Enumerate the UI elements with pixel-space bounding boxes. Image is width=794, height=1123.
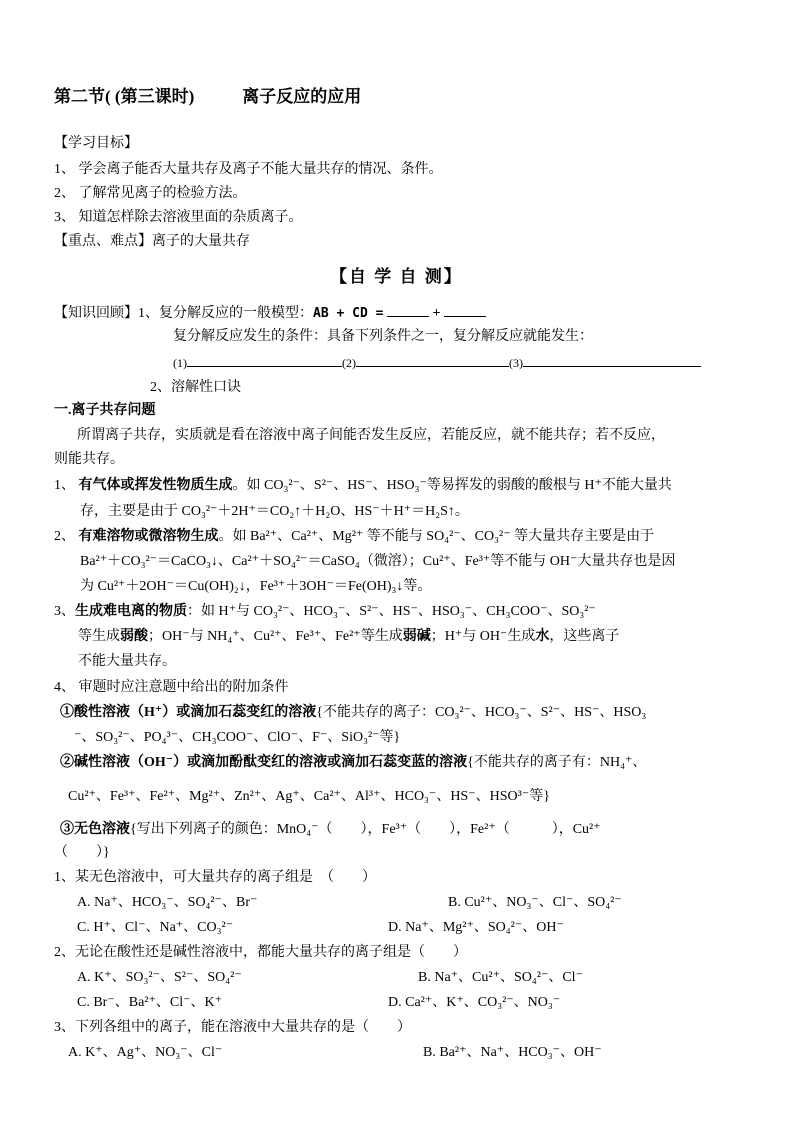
question-stem: 1、某无色溶液中，可大量共存的离子组是 （ ）: [54, 870, 376, 885]
blank-label: (1): [173, 356, 187, 370]
condition-basic-line2: Cu²⁺、Fe³⁺、Fe²⁺、Mg²⁺、Zn²⁺、Ag⁺、Ca²⁺、Al³⁺、HCO₃⁻、HS⁻、HSO³⁻等}: [68, 789, 550, 804]
plus-sign: +: [432, 306, 441, 321]
question-stem: 3、下列各组中的离子，能在溶液中大量共存的是（ ）: [54, 1020, 411, 1035]
review-conditions: 复分解反应发生的条件：具备下列条件之一，复分解反应就能发生：: [173, 329, 593, 344]
intro-text: 所谓离子共存，实质就是看在溶液中离子间能否发生反应，若能反应，就不能共存；若不反应，: [77, 428, 665, 443]
blank-label: (3): [509, 356, 523, 370]
bold-text: 弱酸: [120, 629, 148, 644]
point-2-line2: Ba²⁺＋CO₃²⁻＝CaCO₃↓、Ca²⁺＋SO₄²⁻＝CaSO₄（微溶）；Cu²⁺、Fe³⁺等不能与 OH⁻大量共存也是因: [80, 554, 676, 569]
condition-acidic-line2: ⁻、SO₃²⁻、PO₄³⁻、CH₃COO⁻、ClO⁻、F⁻、SiO₃²⁻等}: [74, 730, 401, 745]
bold-text: 有气体或挥发性物质生成: [78, 478, 233, 493]
text: ，这些离子: [549, 629, 620, 644]
option-a: A. K⁺、SO₃²⁻、S²⁻、SO₄²⁻: [77, 970, 242, 985]
option-d: D. Ca²⁺、K⁺、CO₃²⁻、NO₃⁻: [388, 995, 561, 1010]
num: 1、: [54, 478, 79, 493]
num: 3、: [54, 604, 75, 619]
bold-text: ②碱性溶液（OH⁻）或滴加酚酞变红的溶液或滴加石蕊变蓝的溶液: [60, 755, 468, 770]
point-2: [54, 528, 654, 546]
point-3-line2: [78, 628, 619, 646]
option-b: B. Na⁺、Cu²⁺、SO₄²⁻、Cl⁻: [418, 970, 583, 985]
bold-text: ①酸性溶液（H⁺）或滴加石蕊变红的溶液: [60, 705, 317, 720]
text: ：如 H⁺与 CO₃²⁻、HCO₃⁻、S²⁻、HS⁻、HSO₃⁻、CH₃COO⁻、SO₃²⁻: [187, 604, 596, 619]
bold-text: 有难溶物或微溶物生成: [78, 529, 219, 544]
bold-text: 水: [535, 629, 550, 644]
key-points: 【重点、难点】离子的大量共存: [54, 234, 250, 249]
option-c: C. Br⁻、Ba²⁺、Cl⁻、K⁺: [77, 995, 222, 1010]
condition-blanks: [173, 353, 701, 372]
text: {不能共存的离子有：NH₄⁺、: [467, 755, 647, 770]
title-topic: 离子反应的应用: [242, 87, 362, 106]
bold-text: ③无色溶液: [60, 822, 130, 837]
option-b: B. Cu²⁺、NO₃⁻、Cl⁻、SO₄²⁻: [448, 895, 622, 910]
option-a: A. K⁺、Ag⁺、NO₃⁻、Cl⁻: [68, 1045, 223, 1060]
point-4: 4、 审题时应注意题中给出的附加条件: [54, 680, 289, 695]
blank-label: (2): [342, 356, 356, 370]
question-stem: 2、无论在酸性还是碱性溶液中，都能大量共存的离子组是（ ）: [54, 945, 467, 960]
option-a: A. Na⁺、HCO₃⁻、SO₄²⁻、Br⁻: [77, 895, 258, 910]
text: {不能共存的离子：CO₃²⁻、HCO₃⁻、S²⁻、HS⁻、HSO₃: [316, 705, 647, 720]
num: 2、: [54, 529, 79, 544]
blank: [523, 353, 701, 367]
review-2: 2、溶解性口诀: [150, 380, 241, 395]
self-test-heading: 【自 学 自 测】: [330, 267, 463, 286]
condition-colorless-line2: （ ）}: [54, 845, 110, 860]
review-1-text: 1、复分解反应的一般模型：: [138, 306, 313, 321]
text: 。如 CO₃²⁻、S²⁻、HS⁻、HSO₃⁻等易挥发的弱酸的酸根与 H⁺不能大量共: [232, 478, 672, 493]
bold-text: 生成难电离的物质: [75, 604, 187, 619]
point-3-line3: 不能大量共存。: [78, 654, 176, 669]
point-3: [54, 603, 596, 621]
option-c: C. H⁺、Cl⁻、Na⁺、CO₃²⁻: [77, 920, 234, 935]
bold-text: 弱碱: [402, 629, 431, 644]
objective-item: 2、 了解常见离子的检验方法。: [54, 186, 247, 201]
point-1: [54, 477, 672, 495]
condition-colorless: [60, 821, 601, 839]
section-heading: 一.离子共存问题: [54, 403, 156, 418]
condition-basic: [60, 754, 646, 772]
condition-acidic: [60, 704, 646, 722]
blank: [187, 353, 342, 367]
title-section: 第二节( (第三课时): [54, 87, 195, 106]
lesson-title: [54, 88, 361, 106]
text: {写出下列离子的颜色：MnO₄⁻（ ），Fe³⁺（ ），Fe²⁺（ ），Cu²⁺: [130, 822, 601, 837]
text: 等生成: [78, 629, 120, 644]
text: ；H⁺与 OH⁻生成: [430, 629, 536, 644]
objective-item: 1、 学会离子能否大量共存及离子不能大量共存的情况、条件。: [54, 162, 443, 177]
blank: [356, 353, 509, 367]
option-b: B. Ba²⁺、Na⁺、HCO₃⁻、OH⁻: [423, 1045, 602, 1060]
objective-item: 3、 知道怎样除去溶液里面的杂质离子。: [54, 210, 303, 225]
text: ；OH⁻与 NH₄⁺、Cu²⁺、Fe³⁺、Fe²⁺等生成: [148, 629, 403, 644]
point-2-line3: 为 Cu²⁺＋2OH⁻＝Cu(OH)₂↓，Fe³⁺＋3OH⁻＝Fe(OH)₃↓等。: [80, 579, 432, 594]
objectives-heading: 【学习目标】: [54, 136, 138, 151]
option-d: D. Na⁺、Mg²⁺、SO₄²⁻、OH⁻: [388, 920, 564, 935]
point-1-line2: 存，主要是由于 CO₃²⁻＋2H⁺＝CO₂↑＋H₂O、HS⁻＋H⁺＝H₂S↑。: [80, 504, 469, 519]
review-line-1: [54, 303, 486, 323]
blank: [387, 303, 429, 317]
blank: [444, 303, 486, 317]
review-label: 【知识回顾】: [54, 306, 138, 321]
text: 。如 Ba²⁺、Ca²⁺、Mg²⁺ 等不能与 SO₄²⁻、CO₃²⁻ 等大量共存主要是由于: [218, 529, 655, 544]
review-model: AB + CD =: [313, 306, 384, 321]
intro-text: 则能共存。: [54, 452, 124, 467]
